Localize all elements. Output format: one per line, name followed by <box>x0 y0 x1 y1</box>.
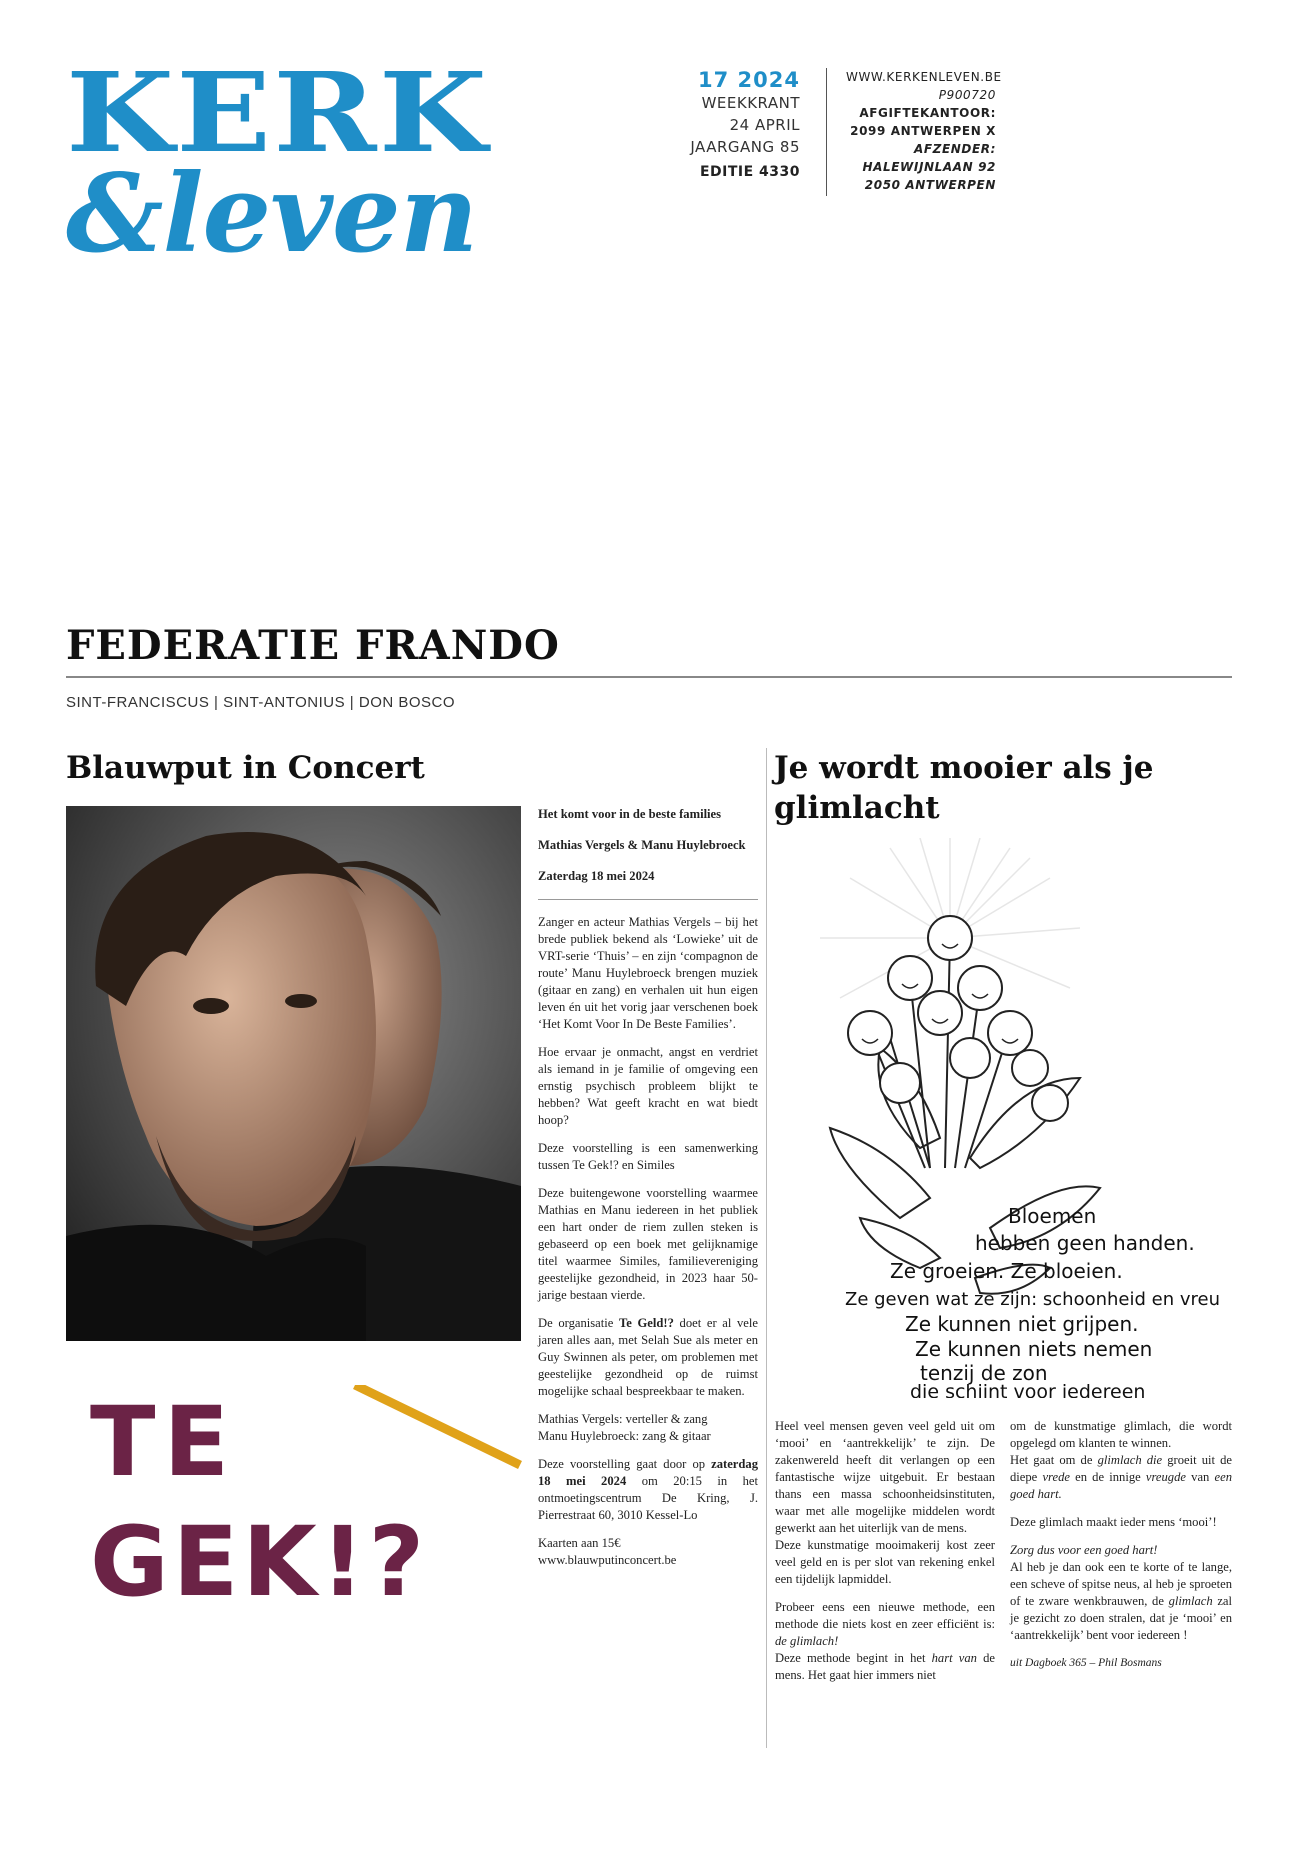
sender-label: AFZENDER: <box>913 142 996 156</box>
lead-subtitle: Het komt voor in de beste families <box>538 807 722 821</box>
credit-1: Mathias Vergels: verteller & zang <box>538 1412 708 1426</box>
left-headline: Blauwput in Concert <box>66 750 425 786</box>
paragraph: Deze voorstelling gaat door op zaterdag 18 mei 2024 om 20:15 in het ontmoetingscentrum De Kring, J. Pierrestraat 60, 3010 Kessel-Lo <box>538 1457 758 1522</box>
website[interactable]: WWW.KERKENLEVEN.BE <box>846 70 1002 84</box>
issue-type: WEEKKRANT <box>701 94 800 112</box>
sender-city: 2050 ANTWERPEN <box>864 178 996 192</box>
right-headline: Je wordt mooier als je glimlacht <box>774 750 1154 826</box>
issue-volume: JAARGANG 85 <box>690 138 800 156</box>
right-article-col2 <box>1010 1418 1232 1683</box>
paragraph: Deze kunstmatige mooimakerij kost zeer veel geld en is per slot van rekening enkel een tijdelijk lapmiddel. <box>775 1538 995 1586</box>
ticket-price: Kaarten aan 15€ <box>538 1536 621 1550</box>
org-name: Te Geld!? <box>619 1316 674 1330</box>
lead-date: Zaterdag 18 mei 2024 <box>538 869 655 883</box>
section-title: FEDERATIE FRANDO <box>66 622 560 669</box>
drawing-line: Bloemen <box>1008 1204 1097 1228</box>
masthead-divider <box>826 68 827 196</box>
paragraph: Hoe ervaar je onmacht, angst en verdriet als iemand in je familie of omgeving een ernstig psychisch probleem blijkt te hebben? Wat geeft kracht en wat biedt hoop? <box>538 1045 758 1127</box>
paragraph: Probeer eens een nieuwe methode, een methode die niets kost en zeer efficiënt is: de glimlach! <box>775 1600 995 1648</box>
drawing-line: die schijnt voor iedereen <box>910 1381 1146 1398</box>
paragraph: Zanger en acteur Mathias Vergels – bij het brede publiek bekend als ‘Lowieke’ uit de VRT-serie ‘Thuis’ – en zijn ‘compagnon de route’ Manu Huylebroeck brengen muziek (gitaar en zang) en verhalen uit hun eigen leven én uit het vorig jaar verschenen boek ‘Het Komt Voor In De Beste Families’. <box>538 915 758 1031</box>
office-value: 2099 ANTWERPEN X <box>850 124 996 138</box>
paragraph: Al heb je dan ook een te korte of te lange, een scheve of spitse neus, al heb je sproeten of te zware wenkbrauwen, de glimlach zal je gezicht zo doen stralen, dat je ‘mooi’ en ‘aantrekkelijk’ bent voor iedereen ! <box>1010 1560 1233 1642</box>
issue-number: 17 2024 <box>698 68 800 92</box>
paragraph: Deze methode begint in het hart van de mens. Het gaat hier immers niet <box>775 1651 995 1682</box>
office-label: AFGIFTEKANTOOR: <box>859 106 996 120</box>
paragraph: Zorg dus voor een goed hart! <box>1010 1543 1158 1557</box>
paragraph: Deze buitengewone voorstelling waarmee Mathias en Manu iedereen in het publiek een hart onder de riem zullen steken is gebaseerd op een boek met gelijknamige titel waarmee Similes, familievereniging geestelijke gezondheid, in 2023 haar 50-jarige bestaan vierde. <box>538 1186 758 1302</box>
drawing-line: tenzij de zon <box>920 1361 1048 1385</box>
source-credit: uit Dagboek 365 – Phil Bosmans <box>1010 1657 1162 1669</box>
logo-text-bottom: GEK!? <box>90 1506 429 1615</box>
address-info <box>846 68 1002 194</box>
paragraph: Het gaat om de glimlach die groeit uit de diepe vrede en de innige vreugde van een goed hart. <box>1010 1453 1232 1501</box>
paragraph <box>538 1535 758 1569</box>
concert-photo <box>66 806 521 1341</box>
event-website[interactable]: www.blauwputinconcert.be <box>538 1553 677 1567</box>
section-subtitle: SINT-FRANCISCUS | SINT-ANTONIUS | DON BOSCO <box>66 694 456 711</box>
lead-rule <box>538 899 758 900</box>
logo-kerk: KERK <box>66 48 490 177</box>
drawing-line: hebben geen handen. <box>975 1231 1195 1255</box>
flowers-drawing <box>780 838 1220 1398</box>
te-gek-logo <box>90 1385 522 1615</box>
logo-text-top: TE <box>90 1386 238 1498</box>
event-date: zaterdag 18 mei 2024 <box>538 1457 758 1488</box>
paragraph: Deze glimlach maakt ieder mens ‘mooi’! <box>1010 1515 1217 1529</box>
issue-edition: EDITIE 4330 <box>699 164 800 180</box>
drawing-line: Ze geven wat ze zijn: schoonheid en vreugde. <box>845 1289 1220 1310</box>
section-rule <box>66 676 1232 678</box>
permit: P900720 <box>938 88 996 102</box>
credit-2: Manu Huylebroeck: zang & gitaar <box>538 1429 711 1443</box>
left-article-body <box>538 806 758 1580</box>
drawing-line: Ze kunnen niet grijpen. <box>905 1312 1139 1336</box>
lead-performers: Mathias Vergels & Manu Huylebroeck <box>538 838 746 852</box>
paragraph: om de kunstmatige glimlach, die wordt opgelegd om klanten te winnen. <box>1010 1419 1232 1450</box>
issue-date: 24 APRIL <box>729 116 800 134</box>
logo-accent-stroke <box>355 1385 520 1465</box>
paragraph: Heel veel mensen geven veel geld uit om ‘mooi’ en ‘aantrekkelijk’ te zijn. De zakenwereld heeft dit verlangen op een fantastische wijze uitgebuit. Er bestaan thans een massa schoonheidsinstituten, waar met alle mogelijke middelen wordt gewerkt aan het uiterlijk van de mens. <box>775 1419 995 1535</box>
drawing-line: Ze groeien. Ze bloeien. <box>890 1259 1123 1283</box>
sender-street: HALEWIJNLAAN 92 <box>862 160 996 174</box>
paragraph: Deze voorstelling is een samenwerking tussen Te Gek!? en Similes <box>538 1141 758 1172</box>
column-divider <box>766 748 767 1748</box>
drawing-line: Ze kunnen niets nemen <box>915 1337 1153 1361</box>
paragraph: De organisatie Te Geld!? doet er al vele jaren alles aan, met Selah Sue als meter en Guy Swinnen als peter, om problemen met geestelijke gezondheid op de ruimst mogelijke schaal bespreekbaar te maken. <box>538 1316 758 1398</box>
right-article-col1 <box>775 1418 995 1695</box>
paragraph <box>538 1411 758 1445</box>
logo-leven: &leven <box>66 151 478 277</box>
issue-info <box>680 68 800 180</box>
